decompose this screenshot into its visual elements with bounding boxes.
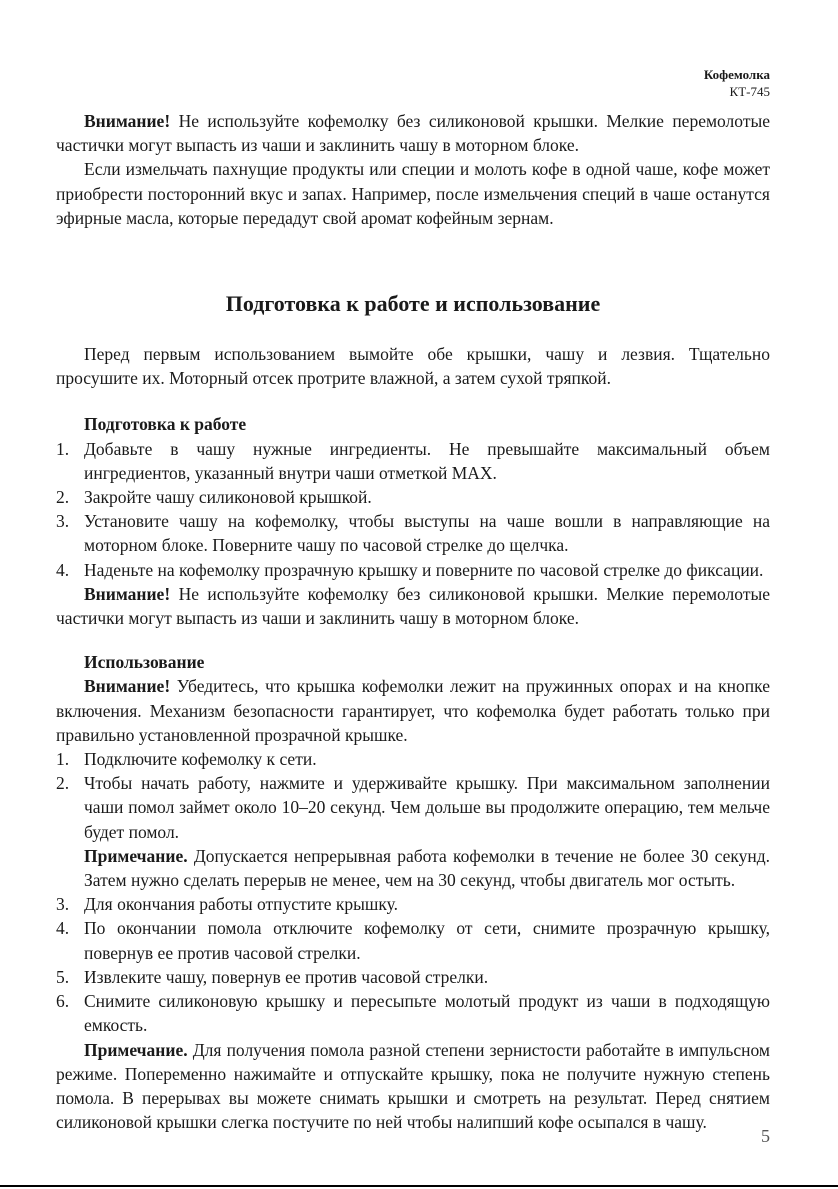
use-title: Использование bbox=[84, 652, 205, 673]
list-item bbox=[56, 989, 770, 1037]
intro-paragraph: Если измельчать пахнущие продукты или специи и молоть кофе в одной чаше, кофе может приобрести посторонний вкус и запах. Например, после измельчения специй в чаше останутся эфирные масла, которые передадут свой аромат кофейным зернам. bbox=[56, 159, 770, 228]
item-number: 4. bbox=[56, 559, 70, 580]
prep-title: Подготовка к работе bbox=[84, 414, 247, 435]
item-number: 3. bbox=[56, 511, 70, 532]
intro-warning bbox=[56, 109, 770, 157]
list-item bbox=[56, 965, 770, 989]
bottom-rule bbox=[0, 1185, 838, 1187]
item-text: Закройте чашу силиконовой крышкой. bbox=[84, 487, 372, 508]
warning-label: Внимание! bbox=[84, 676, 171, 697]
list-item bbox=[56, 558, 770, 582]
item-text: По окончании помола отключите кофемолку от сети, снимите прозрачную крышку, повернув ее против часовой стрелки. bbox=[84, 918, 770, 963]
header-model: КТ-745 bbox=[729, 84, 770, 99]
list-item bbox=[56, 485, 770, 509]
warning-text: Не используйте кофемолку без силиконовой крышки. Мелкие перемолотые частички могут выпасть из чаши и заклинить чашу в моторном блоке. bbox=[56, 583, 770, 629]
list-item bbox=[56, 509, 770, 557]
item-text: Снимите силиконовую крышку и пересыпьте молотый продукт из чаши в подходящую емкость. bbox=[84, 991, 770, 1036]
prep-list bbox=[56, 437, 770, 582]
document-body bbox=[56, 109, 770, 1134]
item-text: Наденьте на кофемолку прозрачную крышку и поверните по часовой стрелке до фиксации. bbox=[84, 559, 764, 580]
section-title: Подготовка к работе и использование bbox=[225, 291, 601, 317]
item-number: 3. bbox=[56, 894, 70, 915]
note-text: Для получения помола разной степени зернистости работайте в импульсном режиме. Попеременно нажимайте и отпускайте крышку, пока не получите нужную степень помола. В перерывах вы можете снимать крышки и смотреть на результат. Перед снятием силиконовой крышки слегка постучите по ней чтобы налипший кофе осыпался в чашу. bbox=[56, 1039, 770, 1133]
warning-text: Убедитесь, что крышка кофемолки лежит на пружинных опорах и на кнопке включения. Механизм безопасности гарантирует, что кофемолка будет работать только при правильно установленной прозрачной крышке. bbox=[56, 676, 770, 745]
header-title: Кофемолка bbox=[703, 67, 770, 82]
prep-warning bbox=[56, 582, 770, 630]
item-text: Извлеките чашу, повернув ее против часовой стрелки. bbox=[84, 966, 489, 987]
note-label: Примечание. bbox=[84, 1039, 188, 1060]
running-header bbox=[704, 66, 770, 100]
item-text: Установите чашу на кофемолку, чтобы выступы на чаше вошли в направляющие на моторном блоке. Поверните чашу по часовой стрелке до щелчка. bbox=[84, 511, 770, 556]
note-label: Примечание. bbox=[84, 845, 188, 866]
list-item bbox=[56, 747, 770, 771]
list-item bbox=[56, 437, 770, 485]
use-warning bbox=[56, 674, 770, 747]
use-note-1 bbox=[56, 844, 770, 892]
item-text: Чтобы начать работу, нажмите и удерживайте крышку. При максимальном заполнении чаши помол займет около 10–20 секунд. Чем дольше вы продолжите операцию, тем мельче будет помол. bbox=[84, 773, 770, 842]
section-intro: Перед первым использованием вымойте обе крышки, чашу и лезвия. Тщательно просушите их. Моторный отсек протрите влажной, а затем сухой тряпкой. bbox=[56, 344, 770, 389]
item-number: 5. bbox=[56, 966, 70, 987]
item-number: 1. bbox=[56, 438, 70, 459]
list-item bbox=[56, 916, 770, 964]
note-text: Допускается непрерывная работа кофемолки в течение не более 30 секунд. Затем нужно сделать перерыв не менее, чем на 30 секунд, чтобы двигатель мог остыть. bbox=[84, 845, 770, 891]
item-number: 4. bbox=[56, 918, 70, 939]
use-note-2 bbox=[56, 1038, 770, 1135]
item-text: Добавьте в чашу нужные ингредиенты. Не превышайте максимальный объем ингредиентов, указанный внутри чаши отметкой MAX. bbox=[84, 438, 770, 483]
item-number: 6. bbox=[56, 991, 70, 1012]
use-list bbox=[56, 747, 770, 844]
warning-label: Внимание! bbox=[84, 583, 171, 604]
item-number: 2. bbox=[56, 773, 70, 794]
page-number: 5 bbox=[761, 1126, 770, 1146]
item-text: Подключите кофемолку к сети. bbox=[84, 749, 317, 770]
item-number: 1. bbox=[56, 749, 70, 770]
item-text: Для окончания работы отпустите крышку. bbox=[84, 894, 398, 915]
use-list-continued bbox=[56, 892, 770, 1037]
item-number: 2. bbox=[56, 487, 70, 508]
warning-label: Внимание! bbox=[84, 111, 171, 131]
warning-text: Не используйте кофемолку без силиконовой крышки. Мелкие перемолотые частички могут выпасть из чаши и заклинить чашу в моторном блоке. bbox=[56, 111, 770, 156]
list-item bbox=[56, 771, 770, 844]
list-item bbox=[56, 892, 770, 916]
